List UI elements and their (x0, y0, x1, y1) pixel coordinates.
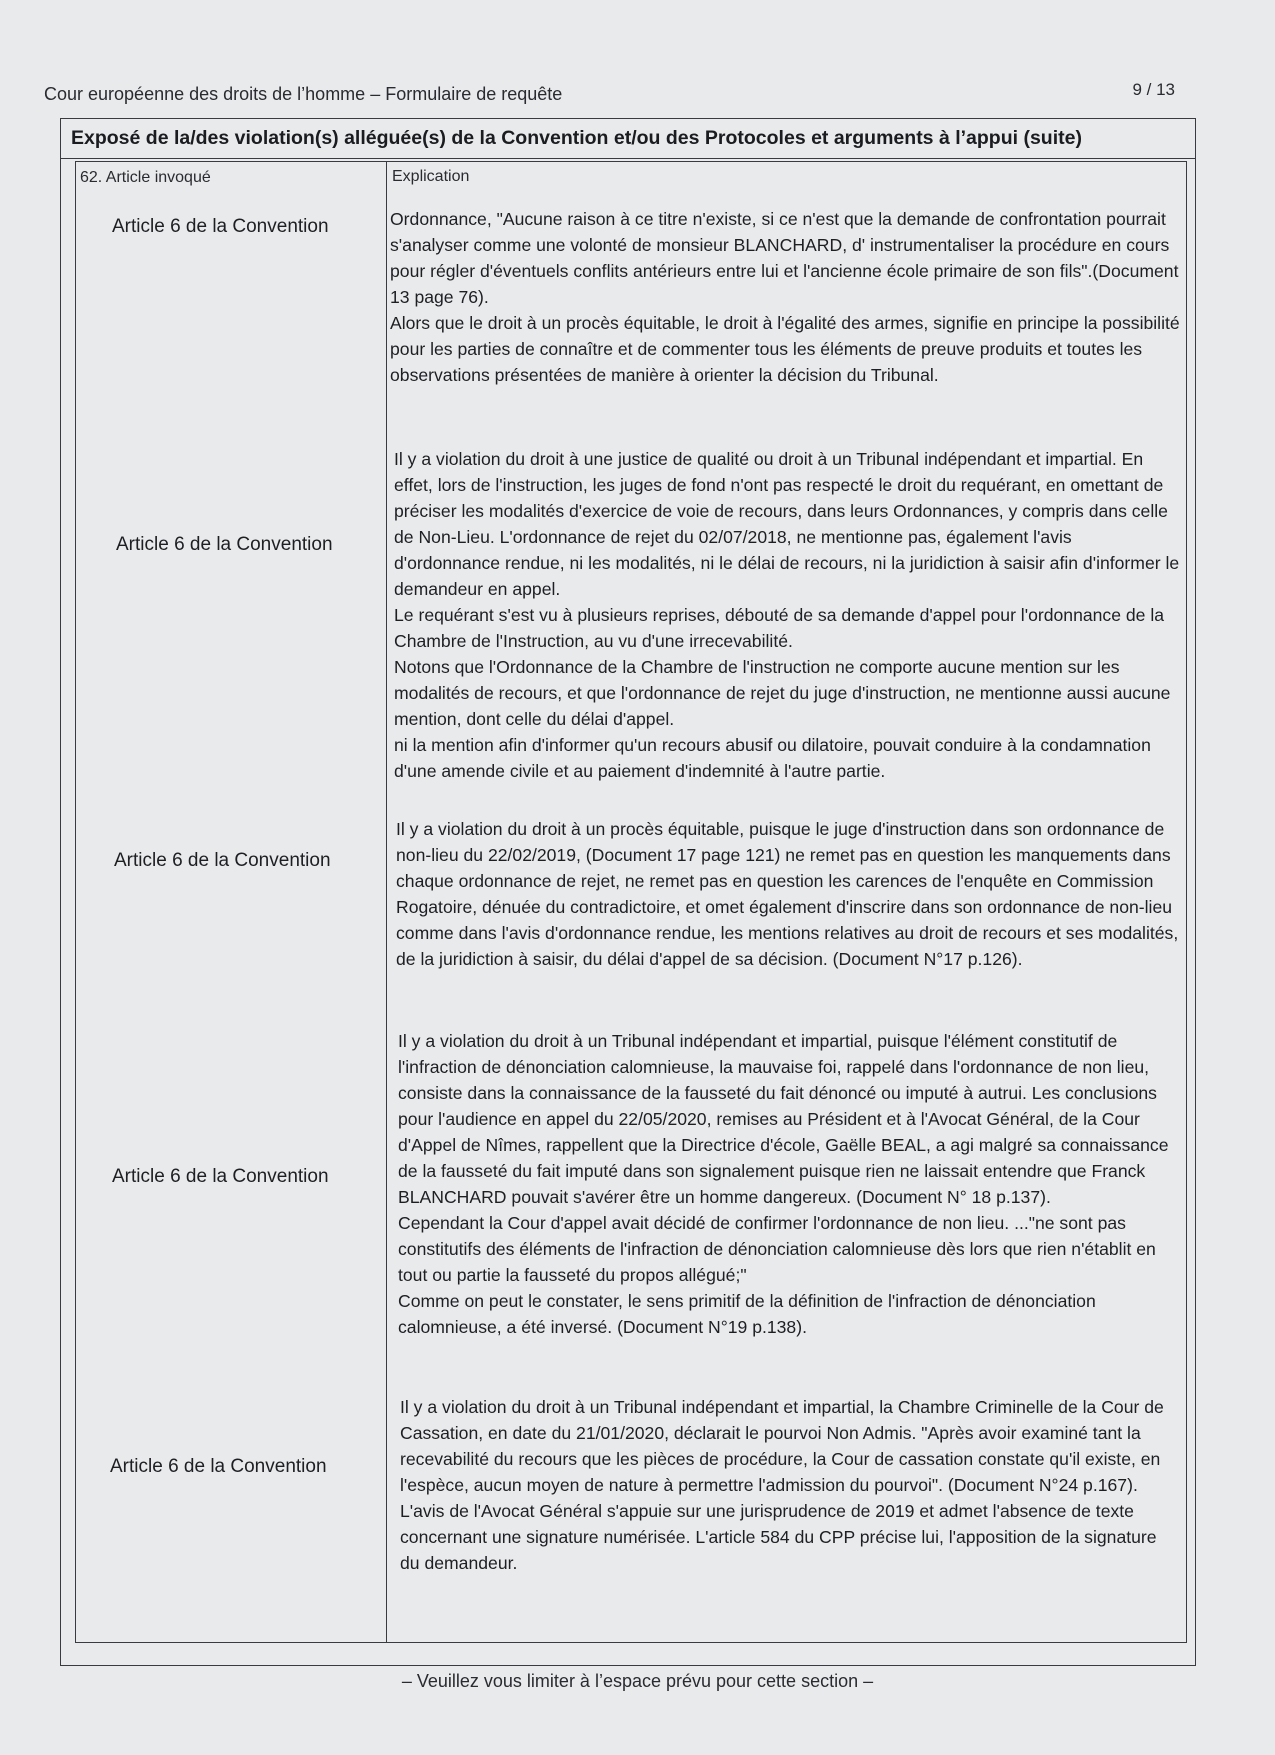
page-number: 9 / 13 (1132, 80, 1175, 99)
explanation-paragraph: Il y a violation du droit à un Tribunal indépendant et impartial, puisque l'élément constitutif de l'infraction de dénonciation calomnieuse, la mauvaise foi, rappelé dans l'ordonnance de non lieu, consiste dans la connaissance de la fausseté du fait dénoncé ou imputé à autrui. Les conclusions pour l'audience en appel du 22/05/2020, remises au Président et à l'Avocat Général, de la Cour d'Appel de Nîmes, rappellent que la Directrice d'école, Gaëlle BEAL, a agi malgré sa connaissance de la fausseté du fait imputé dans son signalement puisque rien ne laissait entendre que Franck BLANCHARD pouvait s'avérer être un homme dangereux. (Document N° 18 p.137). (398, 1031, 1169, 1207)
article-label: Article 6 de la Convention (112, 1166, 329, 1187)
explanation-paragraph: Notons que l'Ordonnance de la Chambre de l'instruction ne comporte aucune mention sur les modalités de recours, et que l'ordonnance de rejet du juge d'instruction, ne mentionne aussi aucune mention, dont celle du délai d'appel. (394, 657, 1171, 729)
article-label: Article 6 de la Convention (114, 850, 331, 871)
explanation-paragraph: Il y a violation du droit à un Tribunal indépendant et impartial, la Chambre Criminelle de la Cour de Cassation, en date du 21/01/2020, déclarait le pourvoi Non Admis. "Après avoir examiné tant la recevabilité du recours que les pièces de procédure, la Cour de cassation constate qu'il existe, en l'espèce, aucun moyen de nature à permettre l'admission du pourvoi". (Document N°24 p.167). L'avis de l'Avocat Général s'appuie sur une jurisprudence de 2019 et admet l'absence de texte concernant une signature numérisée. L'article 584 du CPP précise lui, l'apposition de la signature du demandeur. (400, 1397, 1164, 1573)
explanation-paragraph: Il y a violation du droit à un procès équitable, puisque le juge d'instruction dans son ordonnance de non-lieu du 22/02/2019, (Document 17 page 121) ne remet pas en question les manquements dans chaque ordonnance de rejet, ne remet pas en question les carences de l'enquête en Commission Rogatoire, dénuée du contradictoire, et omet également d'inscrire dans son ordonnance de non-lieu comme dans l'avis d'ordonnance rendue, les mentions relatives au droit de recours et ses modalités, de la juridiction à saisir, du délai d'appel de sa décision. (Document N°17 p.126). (396, 819, 1179, 969)
explanation-text (390, 206, 1180, 388)
article-label: Article 6 de la Convention (116, 534, 333, 555)
explanation-text (398, 1028, 1180, 1340)
explanation-text (400, 1394, 1180, 1576)
explanation-paragraph: Alors que le droit à un procès équitable, le droit à l'égalité des armes, signifie en principe la possibilité pour les parties de connaître et de commenter tous les éléments de preuve produits et toutes les observations présentées de manière à orienter la décision du Tribunal. (390, 313, 1180, 385)
explanation-text (396, 816, 1180, 972)
column-header-article: 62. Article invoqué (80, 169, 211, 186)
explanation-paragraph: Ordonnance, "Aucune raison à ce titre n'existe, si ce n'est que la demande de confrontation pourrait s'analyser comme une volonté de monsieur BLANCHARD, d' instrumentaliser la procédure en cours pour régler d'éventuels conflits antérieurs entre lui et l'ancienne école primaire de son fils".(Document 13 page 76). (390, 209, 1179, 307)
section-frame (60, 118, 1196, 1666)
article-label: Article 6 de la Convention (112, 216, 329, 237)
footer-note: – Veuillez vous limiter à l’espace prévu pour cette section – (401, 1671, 874, 1691)
explanation-paragraph: Comme on peut le constater, le sens primitif de la définition de l'infraction de dénonciation calomnieuse, a été inversé. (Document N°19 p.138). (398, 1291, 1096, 1337)
column-header-explication: Explication (392, 168, 470, 185)
column-divider (386, 162, 387, 1642)
explanation-paragraph: Il y a violation du droit à une justice de qualité ou droit à un Tribunal indépendant et impartial. En effet, lors de l'instruction, les juges de fond n'ont pas respecté le droit du requérant, en omettant de préciser les modalités d'exercice de voie de recours, dans leurs Ordonnances, y compris dans celle de Non-Lieu. L'ordonnance de rejet du 02/07/2018, ne mentionne pas, également l'avis d'ordonnance rendue, ni les modalités, ni le délai de recours, ni la juridiction à saisir afin d'informer le demandeur en appel. (394, 449, 1180, 599)
page-header (44, 80, 1175, 110)
explanation-paragraph: ni la mention afin d'informer qu'un recours abusif ou dilatoire, pouvait conduire à la condamnation d'une amende civile et au paiement d'indemnité à l'autre partie. (394, 735, 1151, 781)
explanation-paragraph: Cependant la Cour d'appel avait décidé de confirmer l'ordonnance de non lieu. ..."ne sont pas constitutifs des éléments de l'infraction de dénonciation calomnieuse dès lors que rien n'établit en tout ou partie la fausseté du propos allégué;" (398, 1213, 1156, 1285)
form-title: Cour européenne des droits de l’homme – Formulaire de requête (44, 84, 563, 104)
article-label: Article 6 de la Convention (110, 1456, 327, 1477)
section-title: Exposé de la/des violation(s) alléguée(s) de la Convention et/ou des Protocoles et arguments à l’appui (suite) (61, 119, 1195, 159)
explanation-text (394, 446, 1180, 784)
explanation-paragraph: Le requérant s'est vu à plusieurs reprises, débouté de sa demande d'appel pour l'ordonnance de la Chambre de l'Instruction, au vu d'une irrecevabilité. (394, 605, 1165, 651)
violations-table (75, 161, 1187, 1643)
